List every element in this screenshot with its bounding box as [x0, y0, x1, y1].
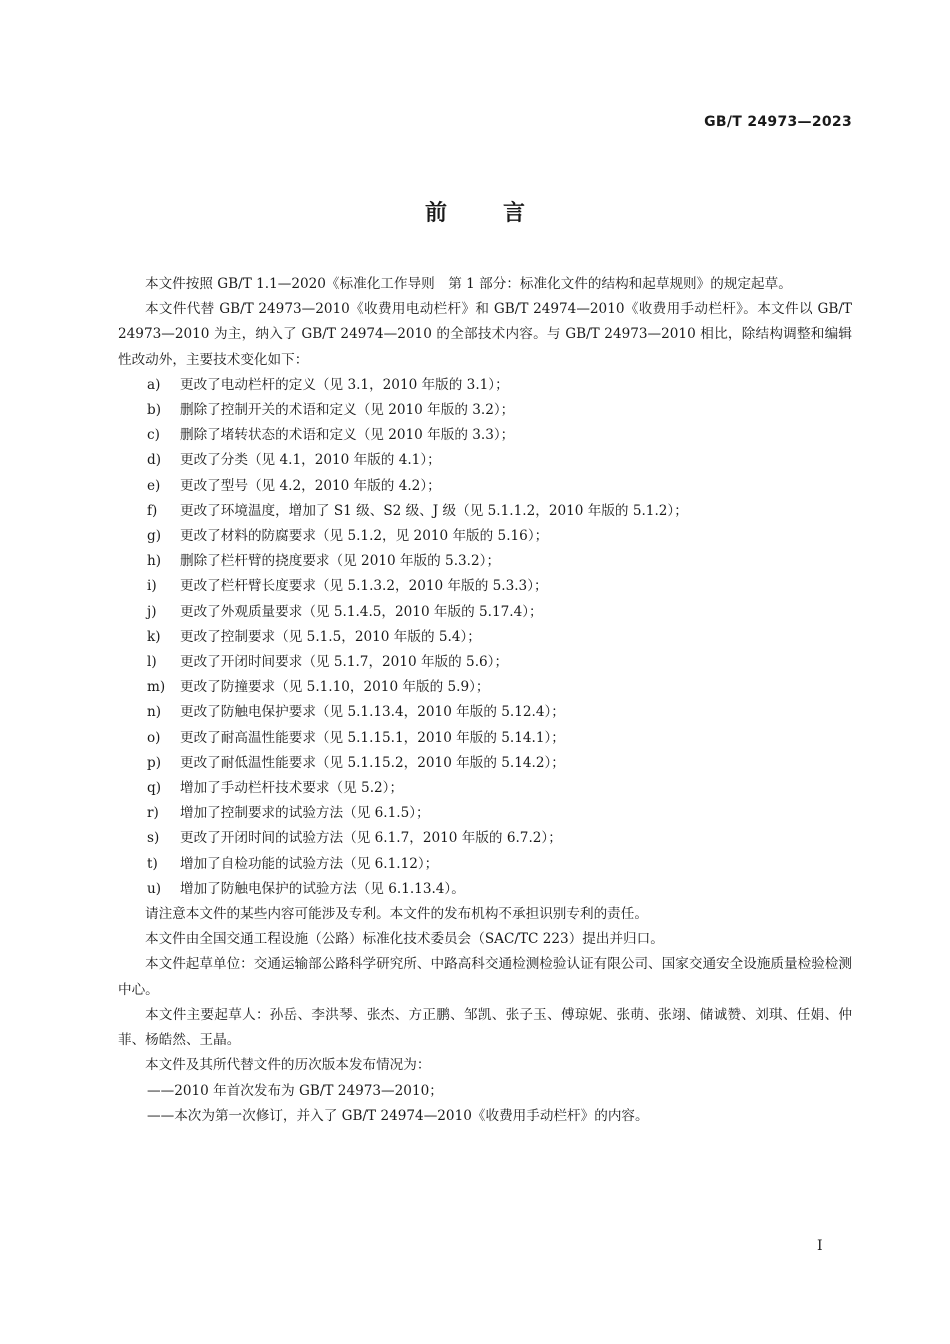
change-item [118, 650, 852, 675]
change-item-key: t) [147, 855, 158, 872]
change-item-text: 删除了栏杆臂的挠度要求（见 2010 年版的 5.3.2）； [180, 553, 501, 570]
change-item [118, 826, 852, 851]
change-item-key: a) [147, 376, 161, 393]
paragraph-drafting-units: 本文件起草单位：交通运输部公路科学研究所、中路高科交通检测检验认证有限公司、国家交通安全设施质量检验检测中心。 [118, 956, 852, 998]
change-item-text: 更改了耐低温性能要求（见 5.1.15.2，2010 年版的 5.14.2）； [180, 754, 565, 771]
change-item [118, 448, 852, 473]
change-item-text: 更改了材料的防腐要求（见 5.1.2，见 2010 年版的 5.16）； [180, 528, 549, 545]
paragraph-basis: 本文件按照 GB/T 1.1—2020《标准化工作导则 第 1 部分：标准化文件的结构和起草规则》的规定起草。 [145, 276, 792, 292]
change-item-key: l) [147, 654, 157, 671]
history-item: ——2010 年首次发布为 GB/T 24973—2010； [147, 1082, 443, 1099]
change-item [118, 499, 852, 524]
change-item-key: q) [147, 780, 162, 797]
change-item [118, 675, 852, 700]
change-item-text: 删除了控制开关的术语和定义（见 2010 年版的 3.2）； [180, 402, 515, 419]
change-item [118, 574, 852, 599]
change-item-key: o) [147, 729, 161, 746]
change-item-text: 增加了控制要求的试验方法（见 6.1.5）； [180, 805, 430, 822]
change-item-text: 删除了堵转状态的术语和定义（见 2010 年版的 3.3）； [180, 427, 515, 444]
change-item-text: 更改了分类（见 4.1，2010 年版的 4.1）； [180, 452, 441, 469]
change-item-text: 更改了耐高温性能要求（见 5.1.15.1，2010 年版的 5.14.1）； [180, 729, 565, 746]
document-body [118, 272, 852, 1129]
change-item [118, 751, 852, 776]
paragraph-drafters: 本文件主要起草人：孙岳、李洪琴、张杰、方正鹏、邹凯、张子玉、傅琼妮、张萌、张翊、储诚赞、刘琪、任娟、仲菲、杨皓然、王晶。 [118, 1006, 852, 1049]
change-item [118, 373, 852, 398]
change-item-text: 更改了开闭时间要求（见 5.1.7，2010 年版的 5.6）； [180, 654, 509, 671]
change-item-text: 增加了自检功能的试验方法（见 6.1.12）； [180, 855, 439, 872]
change-item [118, 776, 852, 801]
paragraph-replacement: 本文件代替 GB/T 24973—2010《收费用电动栏杆》和 GB/T 24974—2010《收费用手动栏杆》。本文件以 GB/T 24973—2010 为主，纳入了 GB/T 24974—2010 的全部技术内容。与 GB/T 24973—2010 相比，除结构调整和编辑性改动外，主要技术变化如下： [118, 301, 852, 368]
change-item-text: 增加了手动栏杆技术要求（见 5.2）； [180, 780, 404, 797]
change-item [118, 801, 852, 826]
change-item [118, 549, 852, 574]
change-item [118, 474, 852, 499]
history-item: ——本次为第一次修订，并入了 GB/T 24974—2010《收费用手动栏杆》的内容。 [147, 1107, 649, 1124]
change-item [118, 398, 852, 423]
change-item [118, 423, 852, 448]
page-title: 前言 [424, 201, 581, 226]
page-number: I [817, 1238, 823, 1254]
change-item [118, 852, 852, 877]
change-item [118, 726, 852, 751]
change-item-key: h) [147, 553, 162, 570]
change-item-text: 更改了型号（见 4.2，2010 年版的 4.2）； [180, 477, 441, 494]
change-item-key: b) [147, 402, 162, 419]
change-item-text: 更改了栏杆臂长度要求（见 5.1.3.2，2010 年版的 5.3.3）； [180, 578, 548, 595]
changes-list [118, 373, 852, 902]
change-item-text: 更改了开闭时间的试验方法（见 6.1.7，2010 年版的 6.7.2）； [180, 830, 562, 847]
paragraph-patent-notice: 请注意本文件的某些内容可能涉及专利。本文件的发布机构不承担识别专利的责任。 [145, 906, 648, 923]
change-item-key: i) [147, 578, 157, 595]
change-item [118, 700, 852, 725]
change-item-key: m) [147, 679, 166, 696]
change-item-key: u) [147, 880, 162, 897]
change-item-text: 更改了环境温度，增加了 S1 级、S2 级、J 级（见 5.1.1.2，2010 年版的 5.1.2）； [180, 502, 688, 519]
change-item [118, 600, 852, 625]
paragraph-proposer: 本文件由全国交通工程设施（公路）标准化技术委员会（SAC/TC 223）提出并归口。 [145, 931, 664, 948]
change-item-key: r) [147, 805, 159, 822]
change-item-text: 更改了电动栏杆的定义（见 3.1，2010 年版的 3.1）； [180, 376, 509, 393]
change-item-key: n) [147, 704, 162, 721]
change-item-key: j) [147, 603, 157, 620]
change-item [118, 625, 852, 650]
change-item-key: k) [147, 628, 161, 645]
change-item-key: d) [147, 452, 162, 469]
change-item-text: 更改了控制要求（见 5.1.5，2010 年版的 5.4）； [180, 628, 481, 645]
change-item-key: e) [147, 477, 161, 494]
change-item [118, 877, 852, 902]
change-item-key: g) [147, 528, 162, 545]
change-item-text: 更改了防触电保护要求（见 5.1.13.4，2010 年版的 5.12.4）； [180, 704, 565, 721]
change-item-key: c) [147, 427, 160, 444]
standard-number: GB/T 24973—2023 [704, 114, 852, 130]
change-item-text: 增加了防触电保护的试验方法（见 6.1.13.4）。 [180, 880, 465, 897]
change-item-key: p) [147, 754, 162, 771]
change-item-text: 更改了外观质量要求（见 5.1.4.5，2010 年版的 5.17.4）； [180, 603, 543, 620]
paragraph-history-intro: 本文件及其所代替文件的历次版本发布情况为： [145, 1057, 431, 1074]
change-item-key: f) [147, 502, 158, 519]
change-item [118, 524, 852, 549]
change-item-text: 更改了防撞要求（见 5.1.10，2010 年版的 5.9）； [180, 679, 490, 696]
change-item-key: s) [147, 830, 160, 847]
